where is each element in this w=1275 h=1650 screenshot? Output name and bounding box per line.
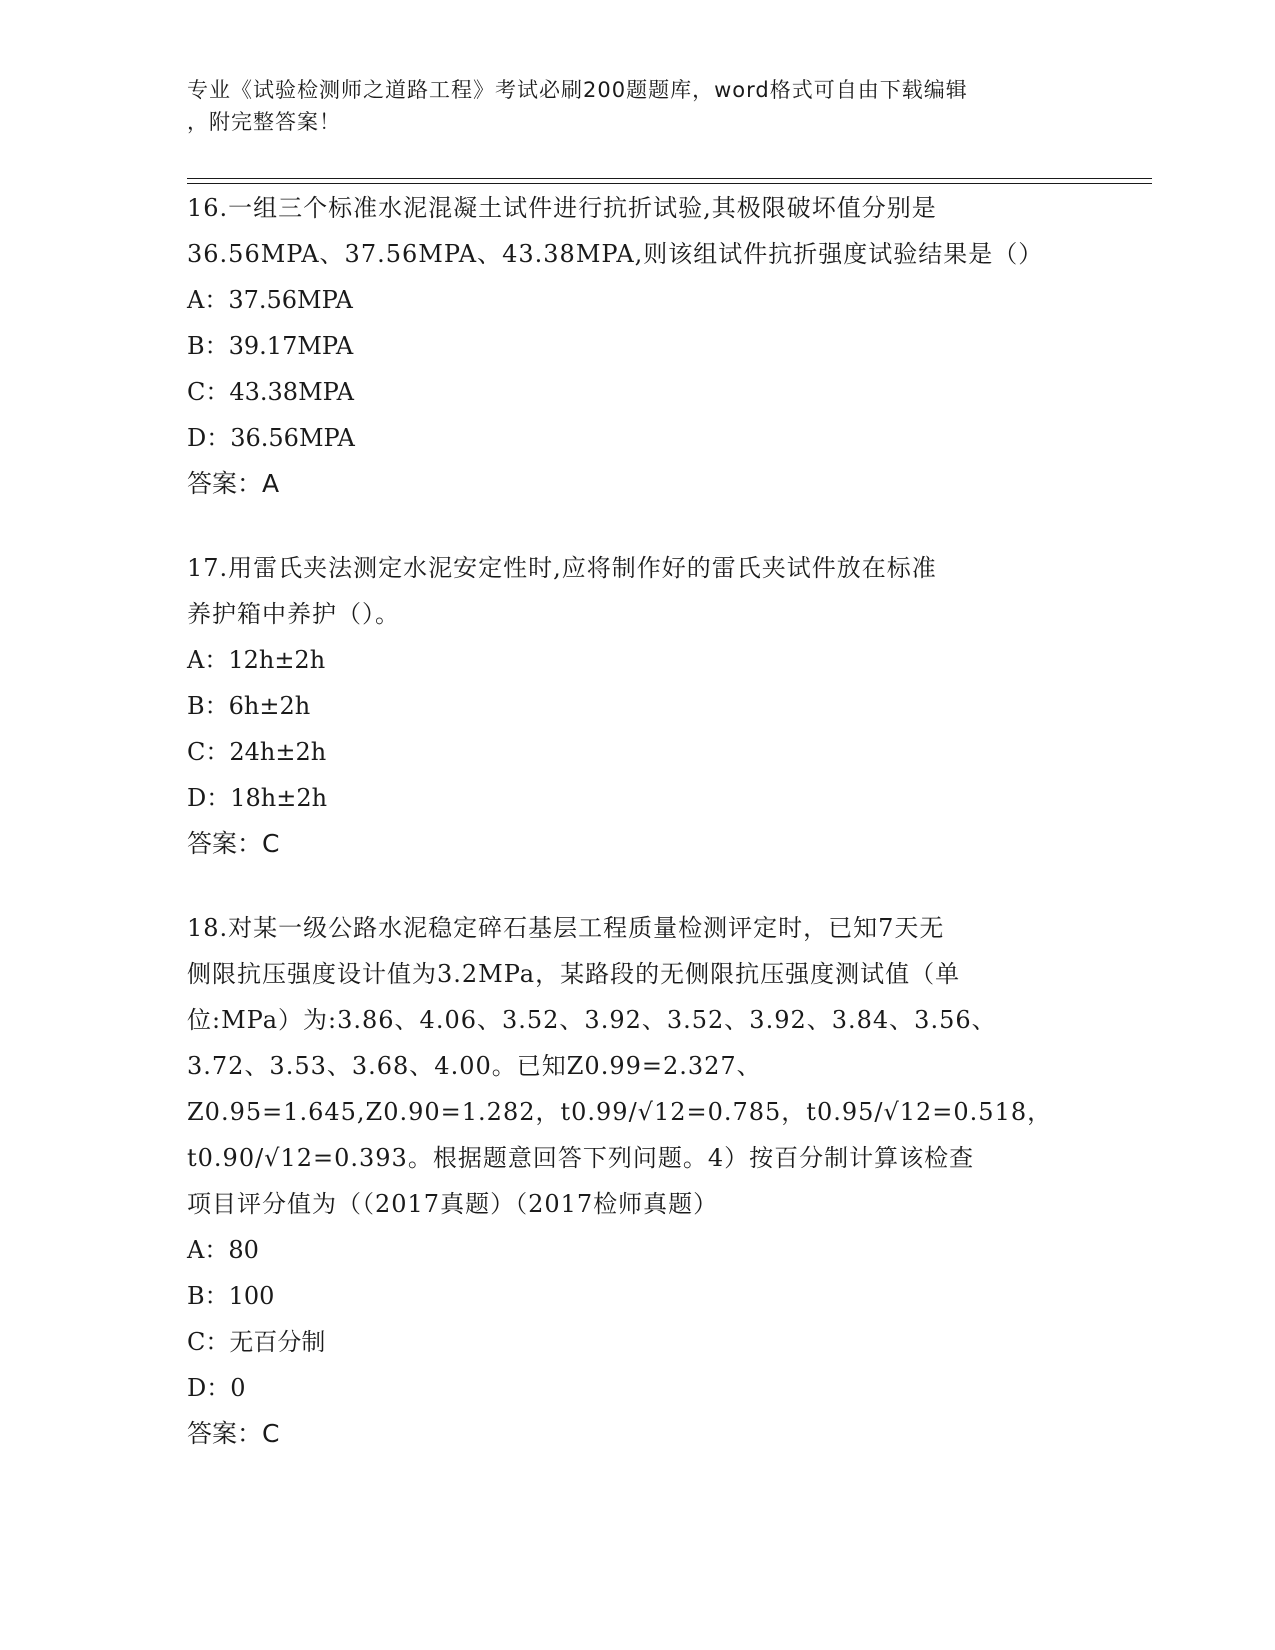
option-b: B：100 (187, 1282, 275, 1310)
answer-label: 答案：C (187, 829, 280, 858)
option-a: A：12h±2h (187, 646, 326, 674)
question-text-line: t0.90/√12=0.393。根据题意回答下列问题。4）按百分制计算该检查 (187, 1144, 975, 1172)
question-text-line: 36.56MPA、37.56MPA、43.38MPA,则该组试件抗折强度试验结果是（） (187, 240, 1044, 268)
question-text-line: Z0.95=1.645,Z0.90=1.282，t0.99/√12=0.785，t0.95/√12=0.518， (187, 1098, 1053, 1126)
question-text-line: 位:MPa）为:3.86、4.06、3.52、3.92、3.52、3.92、3.84、3.56、 (187, 1006, 997, 1034)
option-a: A：37.56MPA (187, 286, 353, 314)
option-c: C：43.38MPA (187, 378, 354, 406)
question-text-line: 17.用雷氏夹法测定水泥安定性时,应将制作好的雷氏夹试件放在标准 (187, 554, 937, 582)
answer-label: 答案：A (187, 469, 280, 498)
question-text-line: 养护箱中养护（）。 (187, 600, 400, 628)
question-17 (187, 545, 1087, 867)
option-c: C：24h±2h (187, 738, 327, 766)
header-divider-thick (187, 178, 1152, 179)
option-c: C：无百分制 (187, 1328, 326, 1356)
header-line-2: ，附完整答案！ (187, 110, 341, 134)
option-d: D：0 (187, 1374, 246, 1402)
answer-label: 答案：C (187, 1419, 280, 1448)
header-divider-thin (187, 183, 1152, 184)
option-d: D：18h±2h (187, 784, 328, 812)
option-b: B：6h±2h (187, 692, 311, 720)
question-16 (187, 185, 1087, 507)
question-text-line: 3.72、3.53、3.68、4.00。已知Z0.99=2.327、 (187, 1052, 762, 1080)
question-text-line: 侧限抗压强度设计值为3.2MPa，某路段的无侧限抗压强度测试值（单 (187, 960, 961, 988)
document-header (187, 74, 1087, 138)
question-text-line: 18.对某一级公路水泥稳定碎石基层工程质量检测评定时，已知7天无 (187, 914, 945, 942)
option-a: A：80 (187, 1236, 259, 1264)
question-text-line: 16.一组三个标准水泥混凝土试件进行抗折试验,其极限破坏值分别是 (187, 194, 937, 222)
question-18 (187, 905, 1087, 1457)
header-line-1: 专业《试验检测师之道路工程》考试必刷200题题库，word格式可自由下载编辑 (187, 78, 968, 102)
option-d: D：36.56MPA (187, 424, 355, 452)
question-text-line: 项目评分值为（（2017真题）（2017检师真题） (187, 1190, 719, 1218)
option-b: B：39.17MPA (187, 332, 354, 360)
